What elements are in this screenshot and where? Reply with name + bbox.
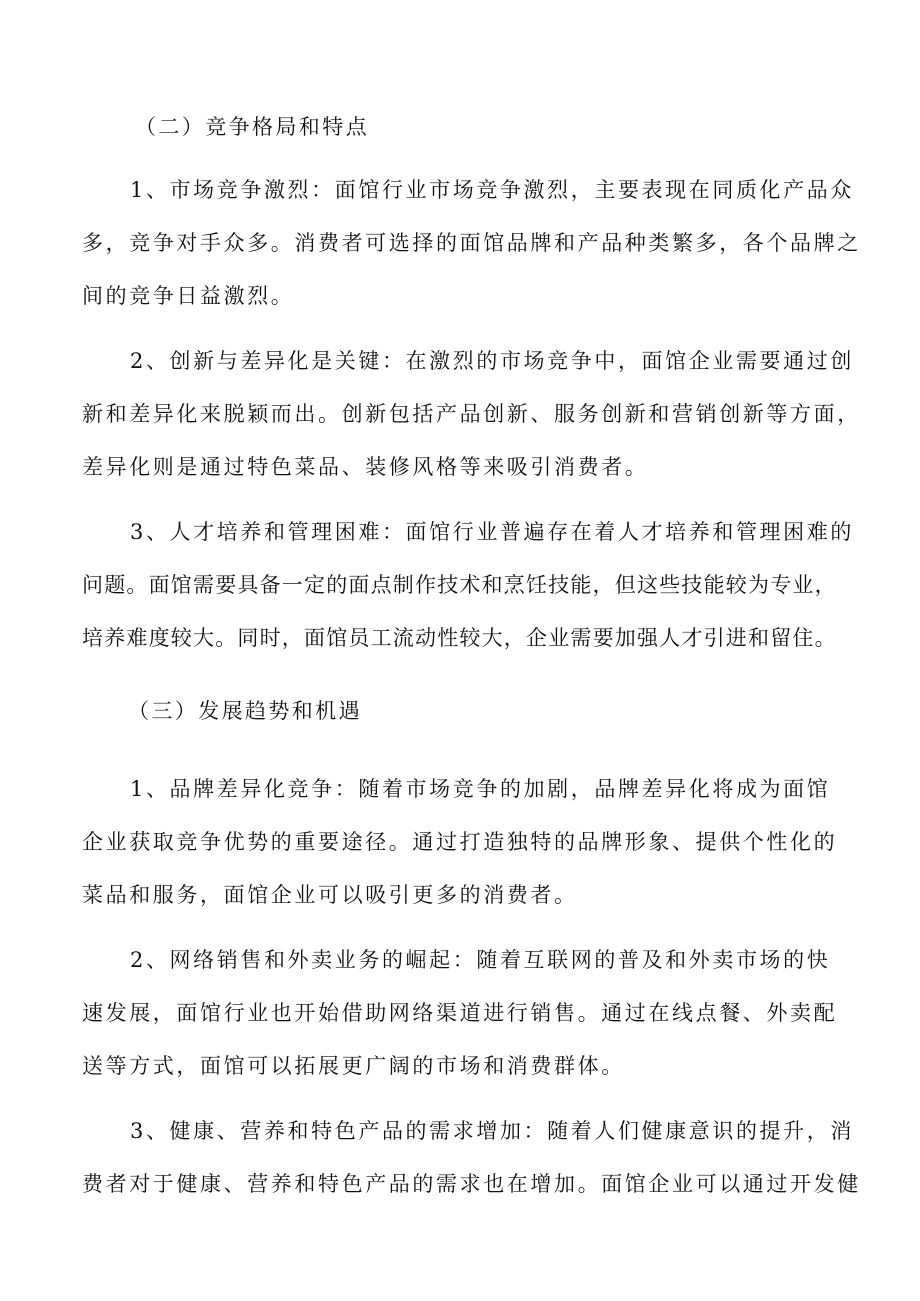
paragraph-line: 问题。面馆需要具备一定的面点制作技术和烹饪技能，但这些技能较为专业，: [82, 573, 837, 597]
paragraph-line: 3、人才培养和管理困难：面馆行业普遍存在着人才培养和管理困难的: [130, 520, 854, 544]
paragraph-line: 速发展，面馆行业也开始借助网络渠道进行销售。通过在线点餐、外卖配: [82, 1001, 838, 1025]
paragraph-line: 费者对于健康、营养和特色产品的需求也在增加。面馆企业可以通过开发健: [82, 1172, 861, 1196]
section-heading: （二）竞争格局和特点: [135, 115, 369, 139]
paragraph-line: 2、网络销售和外卖业务的崛起：随着互联网的普及和外卖市场的快: [130, 948, 831, 972]
paragraph-line: 2、创新与差异化是关键：在激烈的市场竞争中，面馆企业需要通过创: [130, 349, 854, 373]
paragraph-line: 1、品牌差异化竞争：随着市场竞争的加剧，品牌差异化将成为面馆: [130, 777, 831, 801]
paragraph-line: 间的竞争日益激烈。: [82, 284, 295, 308]
paragraph-line: 培养难度较大。同时，面馆员工流动性较大，企业需要加强人才引进和留住。: [82, 626, 837, 650]
paragraph-line: 3、健康、营养和特色产品的需求增加：随着人们健康意识的提升，消: [130, 1119, 854, 1143]
paragraph-line: 新和差异化来脱颖而出。创新包括产品创新、服务创新和营销创新等方面，: [82, 402, 861, 426]
paragraph-line: 菜品和服务，面馆企业可以吸引更多的消费者。: [82, 883, 578, 907]
paragraph-line: 多，竞争对手众多。消费者可选择的面馆品牌和产品种类繁多，各个品牌之: [82, 231, 861, 255]
paragraph-line: 差异化则是通过特色菜品、装修风格等来吸引消费者。: [82, 455, 649, 479]
paragraph-line: 1、市场竞争激烈：面馆行业市场竞争激烈，主要表现在同质化产品众: [130, 178, 854, 202]
paragraph-line: 送等方式，面馆可以拓展更广阔的市场和消费群体。: [82, 1054, 625, 1078]
paragraph-line: 企业获取竞争优势的重要途径。通过打造独特的品牌形象、提供个性化的: [82, 830, 838, 854]
section-heading: （三）发展趋势和机遇: [128, 699, 362, 723]
